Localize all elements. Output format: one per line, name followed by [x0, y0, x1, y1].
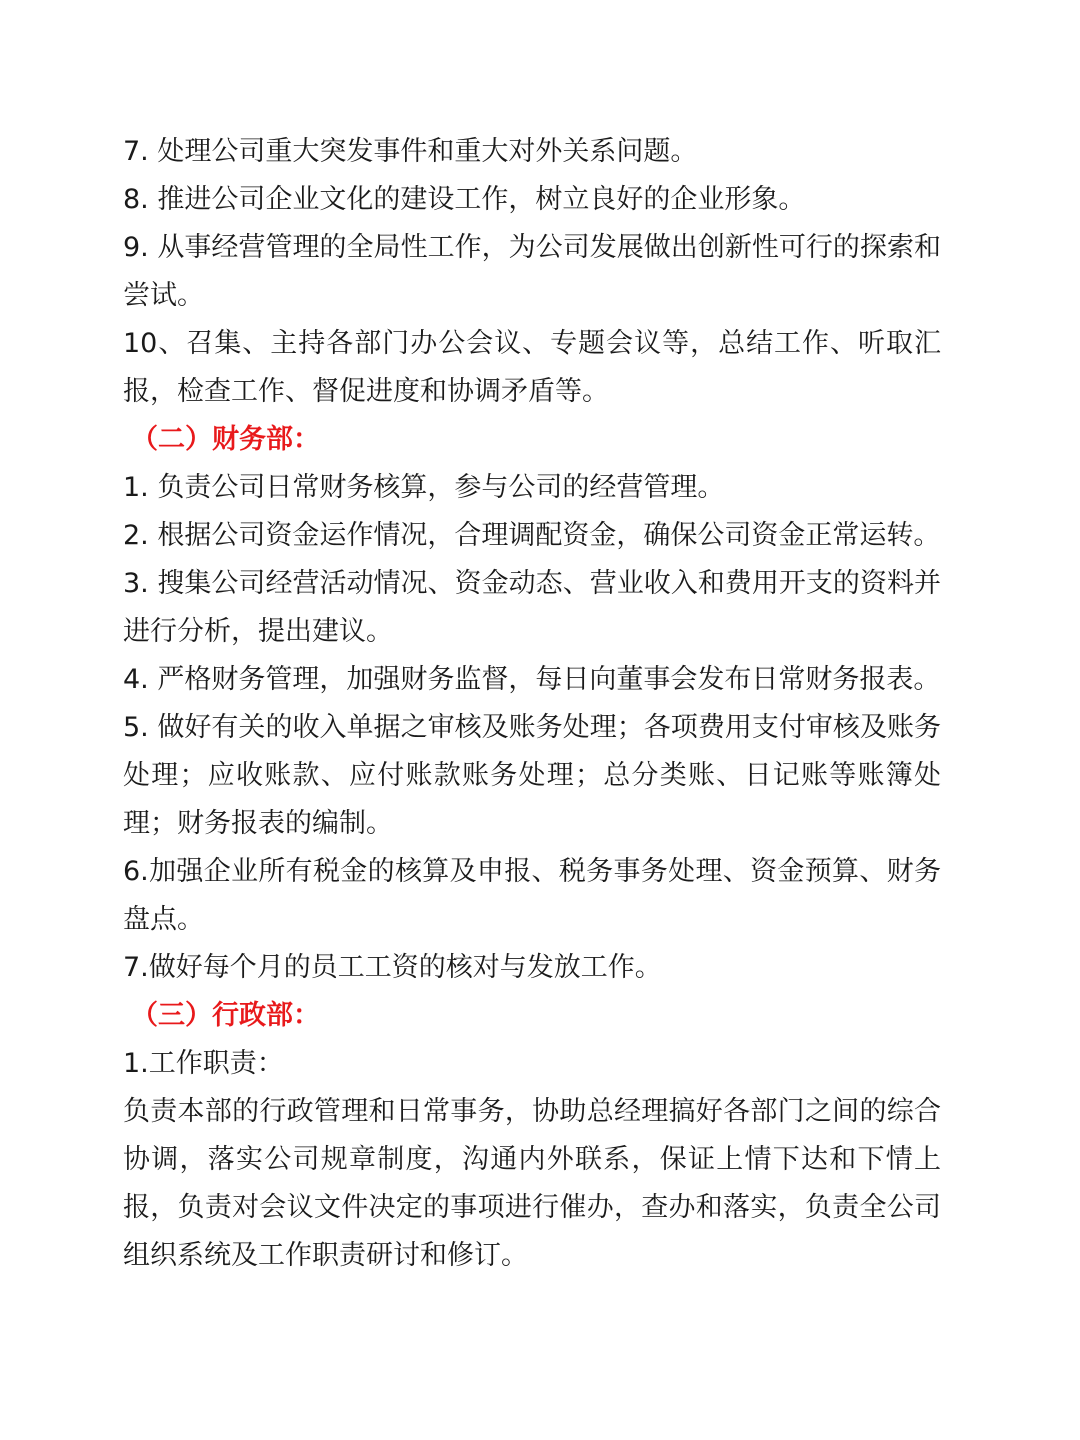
- list-item: 8. 推进公司企业文化的建设工作，树立良好的企业形象。: [123, 184, 806, 215]
- list-item: 7.做好每个月的员工工资的核对与发放工作。: [123, 952, 662, 983]
- list-item: 4. 严格财务管理，加强财务监督，每日向董事会发布日常财务报表。: [123, 664, 941, 695]
- list-item: 2. 根据公司资金运作情况，合理调配资金，确保公司资金正常运转。: [123, 520, 941, 551]
- list-item: 10、召集、主持各部门办公会议、专题会议等，总结工作、听取汇报，检查工作、督促进度和协调矛盾等。: [123, 328, 941, 407]
- list-item: 6.加强企业所有税金的核算及申报、税务事务处理、资金预算、财务盘点。: [123, 856, 941, 935]
- list-item: 9. 从事经营管理的全局性工作，为公司发展做出创新性可行的探索和尝试。: [123, 232, 941, 311]
- subheading-duties: 1.工作职责：: [123, 1048, 284, 1079]
- section-heading-admin: （三）行政部：: [131, 1000, 320, 1031]
- list-item: 3. 搜集公司经营活动情况、资金动态、营业收入和费用开支的资料并进行分析，提出建议。: [123, 568, 941, 647]
- list-item: 5. 做好有关的收入单据之审核及账务处理；各项费用支付审核及账务处理；应收账款、应付账款账务处理；总分类账、日记账等账簿处理；财务报表的编制。: [123, 712, 941, 839]
- duties-paragraph: 负责本部的行政管理和日常事务，协助总经理搞好各部门之间的综合协调，落实公司规章制度，沟通内外联系，保证上情下达和下情上报，负责对会议文件决定的事项进行催办，查办和落实，负责全公司组织系统及工作职责研讨和修订。: [123, 1096, 941, 1271]
- list-item: 1. 负责公司日常财务核算，参与公司的经营管理。: [123, 472, 725, 503]
- list-item: 7. 处理公司重大突发事件和重大对外关系问题。: [123, 136, 698, 167]
- document-page: [123, 128, 941, 1280]
- section-heading-finance: （二）财务部：: [131, 424, 320, 455]
